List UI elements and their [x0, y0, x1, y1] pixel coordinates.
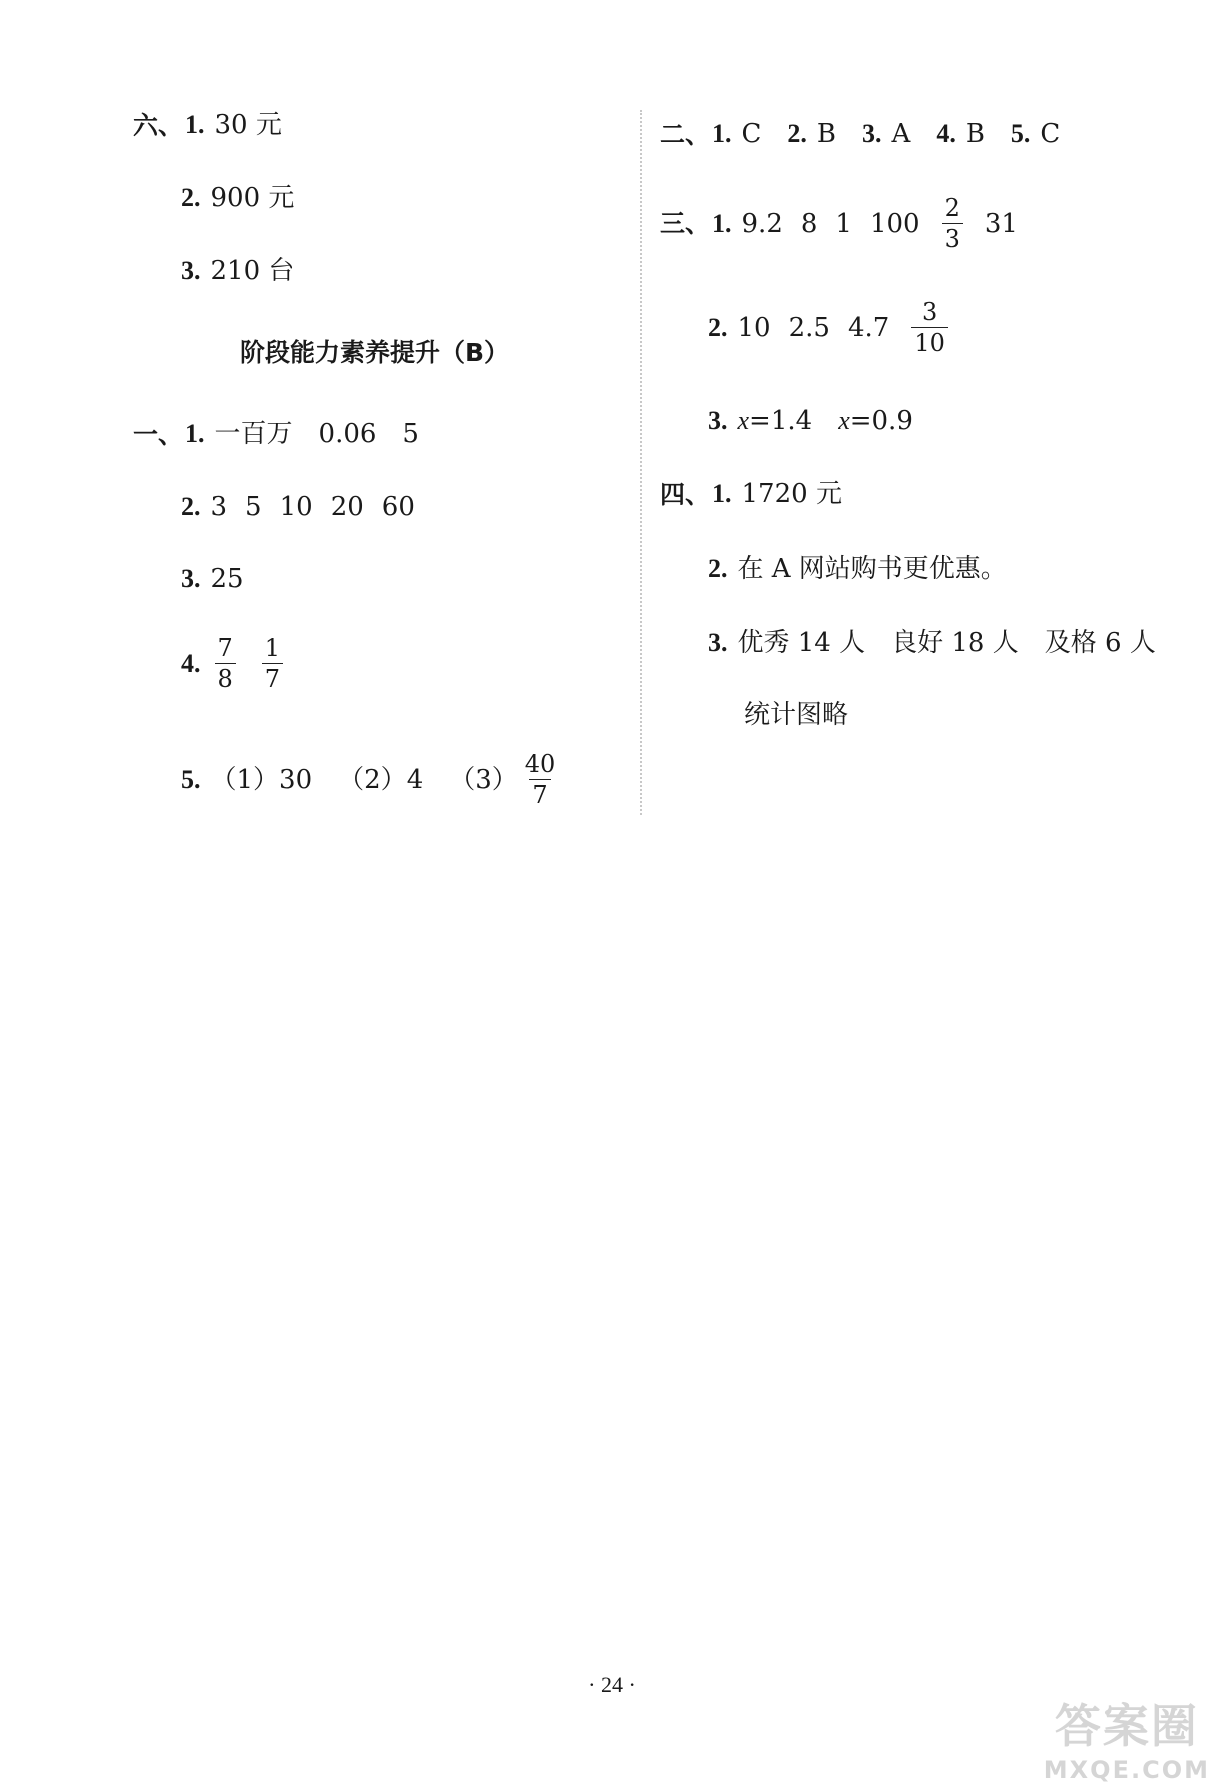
choice-answer: B: [965, 119, 985, 149]
left-sec1-q2: [181, 494, 415, 520]
answer-a: 一百万: [214, 419, 293, 449]
answer-value: 10: [737, 312, 771, 343]
column-divider: [640, 110, 642, 815]
left-sec1-q4: [181, 636, 287, 691]
question-number: 2.: [787, 119, 807, 148]
choice-answer: C: [1040, 119, 1061, 149]
answer-text: 30 元: [214, 110, 282, 140]
page-number: · 24 ·: [588, 1672, 636, 1697]
denominator: 10: [911, 327, 948, 355]
choice-answer: A: [891, 119, 911, 149]
question-number: 4.: [936, 119, 956, 148]
answer-c: 及格 6 人: [1044, 628, 1156, 658]
denominator: 7: [529, 779, 550, 807]
sub-label: （1）: [210, 764, 280, 795]
answer-value: 10: [279, 492, 313, 522]
right-sec3-q1: [660, 196, 1018, 251]
answer-text: 900 元: [210, 183, 295, 213]
answer-value: 9.2: [741, 208, 783, 239]
numerator: 3: [921, 298, 938, 326]
right-sec4-q3: [708, 630, 1156, 656]
answer-value: 31: [984, 208, 1018, 239]
answer-a: 优秀 14 人: [737, 628, 866, 658]
answer-value: 60: [381, 492, 415, 522]
question-number: 3.: [181, 564, 201, 593]
question-number: 3.: [862, 119, 882, 148]
right-sec3-q3: [708, 408, 913, 434]
left-sec1-q3: [181, 566, 244, 592]
sub-label: （3）: [449, 764, 518, 795]
answer-value: 100: [869, 208, 920, 239]
numerator: 1: [264, 634, 281, 662]
answer-text: 在 A 网站购书更优惠。: [737, 554, 1007, 584]
numerator: 2: [944, 194, 960, 222]
denominator: 8: [215, 663, 236, 691]
section-label: 六、: [133, 110, 184, 140]
left-sec1-q1: [133, 421, 419, 447]
answer-b: 良好 18 人: [891, 628, 1019, 658]
fraction: [262, 636, 283, 691]
right-sec4-q1: [660, 481, 842, 507]
denominator: 7: [262, 663, 283, 691]
question-number: 4.: [181, 648, 201, 678]
question-number: 1.: [712, 119, 732, 148]
left-sec6-q1: [133, 112, 282, 138]
answer-value: 1: [835, 208, 852, 239]
variable: x: [838, 406, 850, 435]
equation-value: =0.9: [849, 406, 913, 436]
question-number: 5.: [181, 764, 201, 794]
answer-value: 8: [800, 208, 818, 239]
answer-value: 4.7: [847, 312, 890, 343]
answer-value: 30: [279, 764, 313, 795]
choice-answer: C: [741, 119, 762, 149]
right-sec4-q3-note: [744, 702, 848, 728]
answer-b: 0.06: [318, 419, 377, 449]
question-number: 5.: [1010, 119, 1031, 148]
question-number: 2.: [181, 492, 201, 521]
answer-note: 统计图略: [744, 700, 849, 730]
left-sec6-q3: [181, 258, 294, 284]
answer-c: 5: [402, 419, 419, 449]
fraction: [911, 300, 948, 355]
right-sec4-q2: [708, 556, 1007, 582]
left-sec1-q5: [181, 752, 562, 807]
numerator: 7: [217, 634, 233, 662]
question-number: 1.: [185, 419, 205, 448]
question-number: 2.: [181, 183, 201, 212]
answer-value: 3: [210, 492, 228, 522]
right-sec3-q2: [708, 300, 952, 355]
answer-value: 20: [330, 492, 364, 522]
watermark-text: 答案圈: [1054, 1699, 1199, 1753]
fraction: [215, 636, 236, 691]
variable: x: [737, 406, 750, 435]
section-label: 一、: [133, 419, 184, 449]
choice-answer: B: [816, 119, 837, 149]
question-number: 3.: [708, 406, 728, 435]
fraction: [522, 752, 559, 807]
question-number: 2.: [708, 554, 728, 583]
answer-text: 1720 元: [741, 479, 842, 509]
left-sec6-q2: [181, 185, 294, 211]
question-number: 1.: [712, 208, 732, 238]
answer-text: 25: [210, 564, 244, 594]
question-number: 3.: [181, 256, 201, 285]
denominator: 3: [942, 223, 963, 251]
question-number: 1.: [185, 110, 205, 139]
question-number: 2.: [708, 312, 728, 342]
numerator: 40: [524, 750, 556, 778]
equation-value: =1.4: [749, 406, 813, 436]
watermark-url: MXQE.COM: [1043, 1756, 1210, 1784]
answer-value: 5: [245, 492, 262, 522]
section-label: 二、: [660, 119, 711, 149]
section-label: 三、: [660, 209, 711, 238]
section-title: 阶段能力素养提升（B）: [240, 338, 510, 367]
question-number: 1.: [712, 479, 732, 508]
sub-label: （2）: [338, 764, 407, 795]
fraction: [942, 196, 963, 251]
answer-value: 2.5: [788, 312, 830, 343]
watermark-logo: [1044, 1690, 1210, 1784]
section-label: 四、: [660, 479, 711, 509]
question-number: 3.: [708, 628, 728, 657]
right-sec2: [660, 121, 1060, 147]
answer-value: 4: [406, 764, 424, 795]
answer-text: 210 台: [210, 256, 295, 286]
